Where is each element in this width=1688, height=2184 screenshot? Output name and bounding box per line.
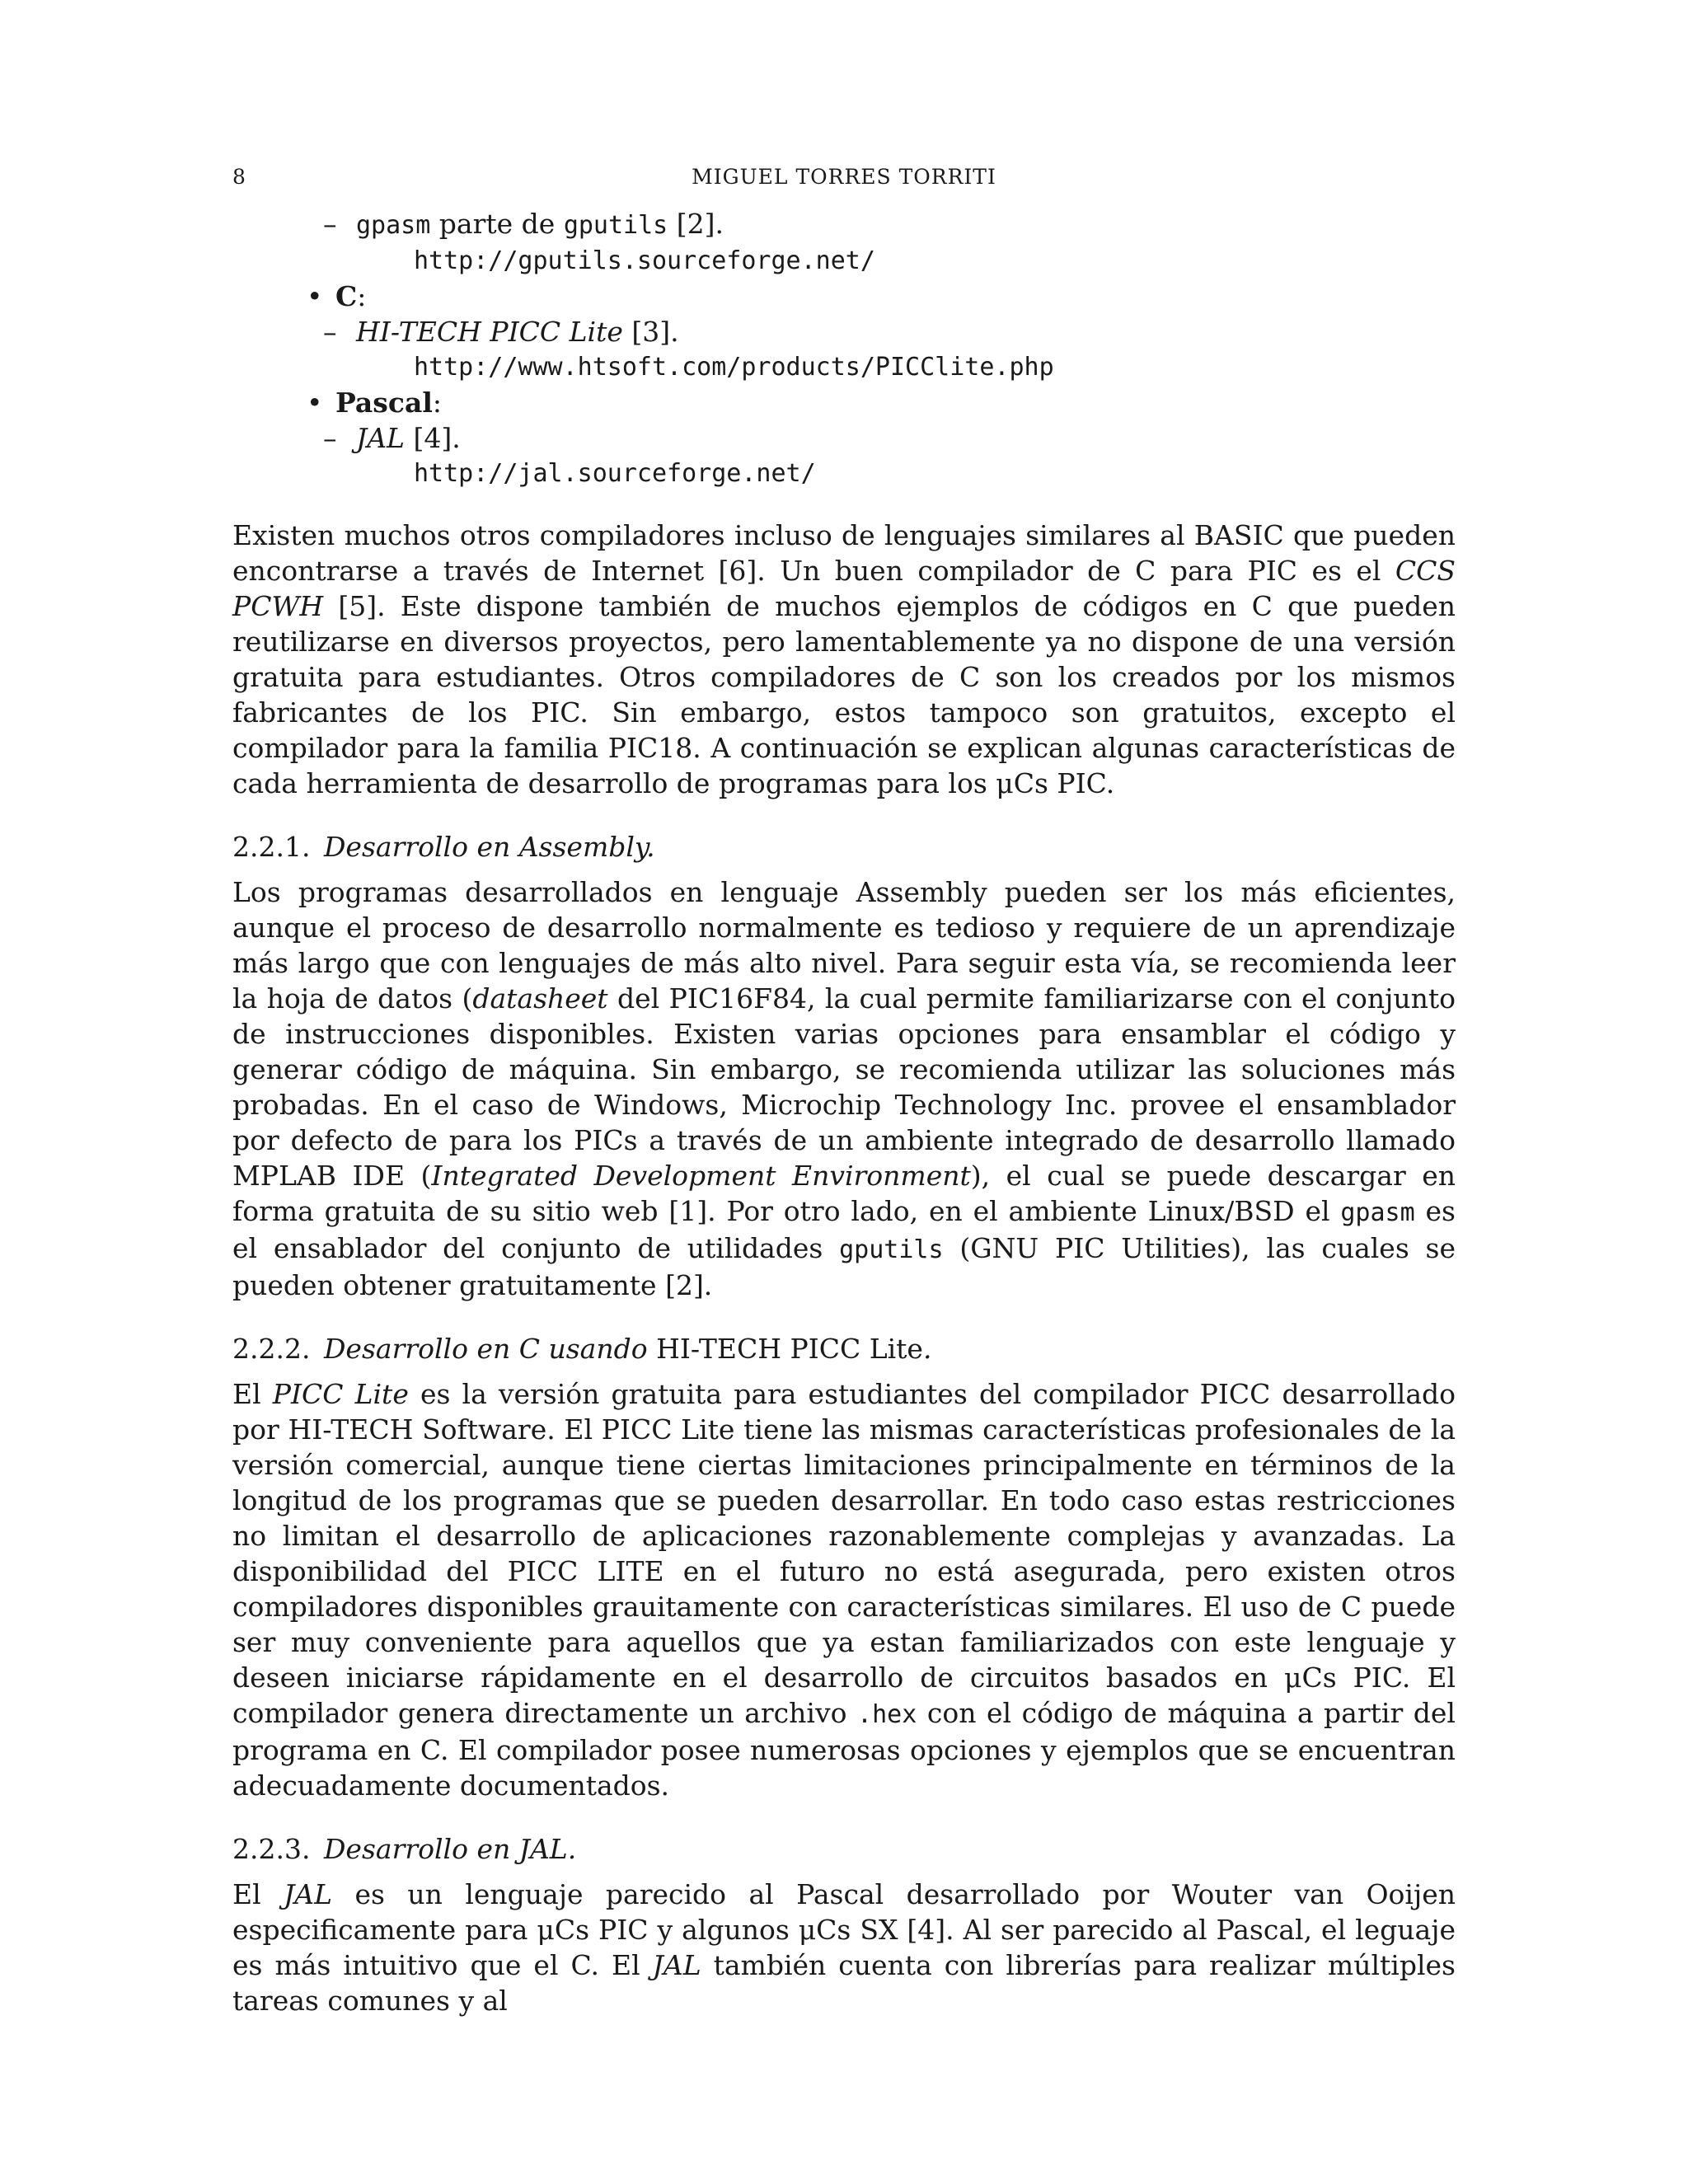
dash-marker: – [323, 208, 337, 240]
list-item-c [232, 279, 1456, 385]
body-text [232, 206, 1456, 2018]
paragraph-text: El [232, 1878, 284, 1910]
citation: [3]. [622, 316, 679, 348]
section-number: 2.2.3. [232, 1833, 311, 1865]
code-term: gpasm [1340, 1198, 1415, 1227]
compiler-name: HI-TECH PICC Lite [356, 316, 623, 348]
bullet-marker: • [307, 387, 323, 419]
section-title: Desarrollo en C usando [323, 1333, 648, 1365]
code-term: .hex [857, 1700, 917, 1729]
list-label-pascal: Pascal [335, 387, 433, 419]
section-title: Desarrollo en Assembly. [323, 831, 655, 863]
picc-paragraph [232, 1376, 1456, 1803]
section-title: Desarrollo en JAL. [323, 1833, 577, 1865]
emphasis: datasheet [472, 982, 608, 1015]
sublist-item-jal [323, 420, 1456, 491]
emphasis: Integrated Development Environment [431, 1160, 971, 1192]
section-heading-2-2-3 [232, 1831, 1456, 1867]
list-item-assembly-tail [232, 206, 1456, 279]
emphasis: JAL [284, 1878, 333, 1910]
assembly-paragraph [232, 874, 1456, 1303]
page-number: 8 [232, 165, 246, 189]
emphasis: PICC Lite [272, 1378, 409, 1410]
paragraph-text: El [232, 1378, 273, 1410]
paragraph-text: Los programas desarrollados en lenguaje Assembly pueden ser los más eficientes, aunque el proceso de desarrollo normalmente es tedioso y requiere de un aprendizaje más largo que con lenguajes de más alto nivel. Para seguir esta vía, se recomienda leer la hoja de datos ( [232, 876, 1456, 1015]
paragraph-text: es el ensablador del conjunto de utilidades [232, 1195, 1456, 1264]
paragraph-text: es la versión gratuita para estudiantes del compilador PICC desarrollado por HI-TECH Software. El PICC Lite tiene las mismas características profesionales de la versión comercial, aunque tiene ciertas limitaciones principalmente en términos de la longitud de los programas que se pueden desarrollar. En todo caso estas restricciones no limitan el desarrollo de aplicaciones razonablemente complejas y avanzadas. La disponibilidad del PICC LITE en el futuro no está asegurada, pero existen otros compiladores disponibles grauitamente con características similares. El uso de C puede ser muy conveniente para aquellos que ya estan familiarizados con este lenguaje y deseen iniciarse rápidamente en el desarrollo de circuitos basados en μCs PIC. El compilador genera directamente un archivo [232, 1378, 1456, 1729]
dash-marker: – [323, 422, 337, 454]
htsoft-url: http://www.htsoft.com/products/PICClite.php [414, 353, 1054, 382]
paragraph-text: (GNU PIC Utilities), las cuales se pueden obtener gratuitamente [2]. [232, 1232, 1456, 1301]
paragraph-text: con el código de máquina a partir del programa en C. El compilador posee numerosas opciones y ejemplos que se encuentran adecuadamente documentados. [232, 1697, 1456, 1802]
section-title-upright: HI-TECH PICC Lite [647, 1333, 923, 1365]
code-term: gputils [839, 1235, 944, 1264]
list-label-c: C [335, 280, 358, 312]
citation: [4]. [404, 422, 461, 454]
dash-marker: – [323, 316, 337, 348]
section-number: 2.2.2. [232, 1333, 311, 1365]
intro-text-2: [5]. Este dispone también de muchos ejemplos de códigos en C que pueden reutilizarse en diversos proyectos, pero lamentablemente ya no dispone de una versión gratuita para estudiantes. Otros compiladores de C son los creados por los mismos fabricantes de los PIC. Sin embargo, estos tampoco son gratuitos, excepto el compilador para la familia PIC18. A continuación se explican algunas características de cada herramienta de desarrollo de programas para los μCs PIC. [232, 590, 1456, 799]
pascal-sublist [323, 420, 1456, 491]
emphasis: JAL [652, 1949, 701, 1981]
compiler-list [232, 206, 1456, 491]
tool-name: gpasm [356, 211, 431, 240]
package-name: gputils [563, 211, 668, 240]
paragraph-text: también cuenta con librerías para realizar múltiples tareas comunes y al [232, 1949, 1456, 2017]
list-item-pascal [232, 385, 1456, 491]
intro-em: CCS PCWH [232, 555, 1456, 622]
compiler-name: JAL [356, 422, 405, 454]
intro-text-1: Existen muchos otros compiladores incluso de lenguajes similares al BASIC que pueden encontrarse a través de Internet [6]. Un buen compilador de C para PIC es el [232, 519, 1456, 587]
section-heading-2-2-1 [232, 829, 1456, 865]
jal-url: http://jal.sourceforge.net/ [414, 459, 816, 488]
bullet-marker: • [307, 280, 323, 312]
section-number: 2.2.1. [232, 831, 311, 863]
sublist-item-picc [323, 314, 1456, 385]
paragraph-text: ), el cual se puede descargar en forma gratuita de su sitio web [1]. Por otro lado, en el ambiente Linux/BSD el [232, 1160, 1456, 1227]
label-colon: : [432, 387, 443, 419]
section-heading-2-2-2 [232, 1331, 1456, 1366]
jal-paragraph [232, 1877, 1456, 2018]
gputils-url: http://gputils.sourceforge.net/ [414, 246, 875, 275]
assembly-sublist [323, 206, 1456, 279]
running-author: MIGUEL TORRES TORRITI [692, 165, 996, 189]
paragraph-text: es un lenguaje parecido al Pascal desarrollado por Wouter van Ooijen especificamente para μCs PIC y algunos μCs SX [4]. Al ser parecido al Pascal, el leguaje es más intuitivo que el C. El [232, 1878, 1456, 1981]
sublist-item-gpasm [323, 206, 1456, 279]
c-sublist [323, 314, 1456, 385]
label-colon: : [357, 280, 367, 312]
citation: [2]. [668, 208, 724, 240]
tool-connector: parte de [430, 208, 564, 240]
intro-paragraph [232, 518, 1456, 801]
paragraph-text: del PIC16F84, la cual permite familiarizarse con el conjunto de instrucciones disponibles. Existen varias opciones para ensamblar el código y generar código de máquina. Sin embargo, se recomienda utilizar las soluciones más probadas. En el caso de Windows, Microchip Technology Inc. provee el ensamblador por defecto de para los PICs a través de un ambiente integrado de desarrollo llamado MPLAB IDE ( [232, 982, 1456, 1192]
section-title-dot: . [922, 1333, 932, 1365]
